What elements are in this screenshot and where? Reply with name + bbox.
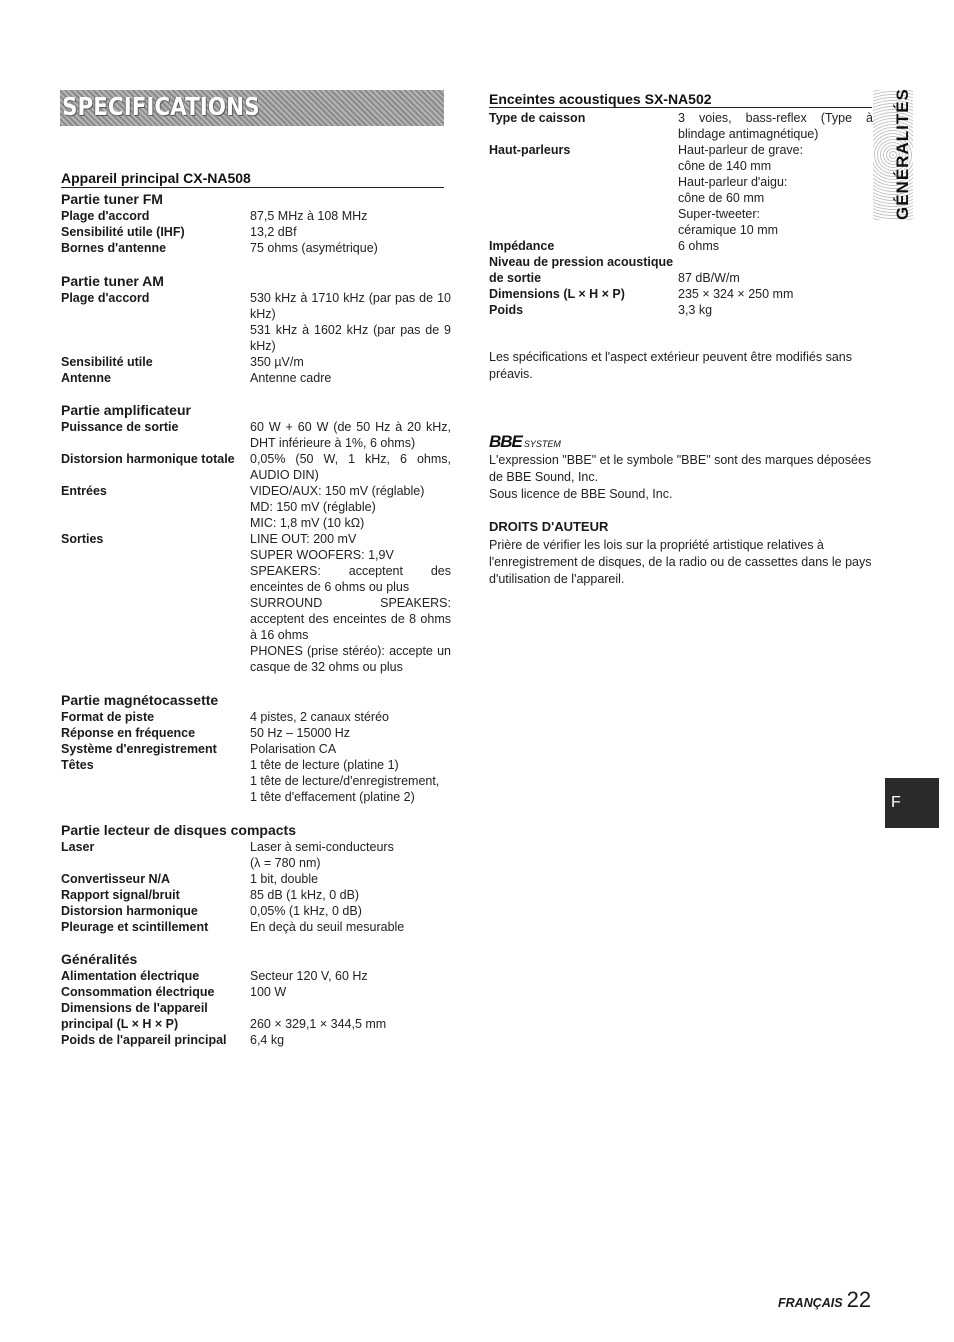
spec-label: Dimensions de l'appareil principal (L × H × P) [61, 1001, 208, 1031]
specifications-banner [60, 90, 444, 126]
spec-label: Alimentation électrique [61, 969, 200, 983]
spec-label: Distorsion harmonique [61, 904, 198, 918]
spec-row [61, 370, 451, 386]
bbe-trademark-text: L'expression "BBE" et le symbole "BBE" sont des marques déposées de BBE Sound, Inc. [489, 453, 872, 484]
spec-row [489, 286, 873, 302]
spec-label: Sensibilité utile [61, 355, 153, 369]
cd-spec-list [61, 839, 451, 935]
spec-row [61, 451, 451, 483]
spec-row [61, 1000, 451, 1032]
spec-value: 0,05% (1 kHz, 0 dB) [250, 904, 362, 918]
am-section-title: Partie tuner AM [61, 273, 164, 289]
copyright-text: Prière de vérifier les lois sur la propriété artistique relatives à l'enregistrement de disques, de la radio ou de cassettes dans le pays d'utilisation de l'appareil. [489, 538, 872, 586]
spec-label: Convertisseur N/A [61, 872, 171, 886]
spec-value: 0,05% (50 W, 1 kHz, 6 ohms, AUDIO DIN) [250, 452, 451, 482]
spec-row [61, 839, 451, 871]
spec-value: 50 Hz – 15000 Hz [250, 726, 351, 740]
spec-row [61, 919, 451, 935]
tape-section-title: Partie magnétocassette [61, 692, 219, 708]
spec-value: 1 bit, double [250, 872, 319, 886]
spec-label: Sorties [61, 532, 104, 546]
spec-row [61, 871, 451, 887]
main-unit-title: Appareil principal CX-NA508 [61, 170, 251, 186]
spec-row [61, 483, 451, 531]
speakers-title: Enceintes acoustiques SX-NA502 [489, 91, 712, 107]
general-section-title: Généralités [61, 951, 138, 967]
bbe-logo-suffix: SYSTEM [523, 439, 561, 449]
spec-row [489, 110, 873, 142]
spec-value: VIDEO/AUX: 150 mV (réglable) MD: 150 mV (réglable) MIC: 1,8 mV (10 kΩ) [250, 484, 425, 530]
spec-label: Consommation électrique [61, 985, 215, 999]
spec-value: 75 ohms (asymétrique) [250, 241, 378, 255]
spec-value: 6 ohms [678, 239, 719, 253]
spec-row [489, 254, 873, 286]
spec-label: Réponse en fréquence [61, 726, 196, 740]
spec-label: Entrées [61, 484, 107, 498]
main-unit-rule [61, 187, 444, 188]
banner-title: SPECIFICATIONS [62, 92, 260, 121]
spec-value: LINE OUT: 200 mV SUPER WOOFERS: 1,9V SPEAKERS: acceptent des enceintes de 6 ohms ou plus SURROUND SPEAKERS: acceptent des enceintes de 8 ohms à 16 ohms PHONES (prise stéréo): accepte un casque de 32 ohms ou plus [250, 532, 451, 674]
spec-value: Laser à semi-conducteurs (λ = 780 nm) [250, 840, 394, 870]
spec-row [61, 240, 451, 256]
spec-value: Polarisation CA [250, 742, 337, 756]
spec-row [61, 709, 451, 725]
amp-spec-list [61, 419, 451, 675]
spec-label: Poids de l'appareil principal [61, 1033, 227, 1047]
am-spec-list [61, 290, 451, 386]
speakers-rule [489, 107, 872, 108]
spec-row [489, 142, 873, 238]
spec-value: 350 µV/m [250, 355, 304, 369]
amp-section-title: Partie amplificateur [61, 402, 191, 418]
spec-label: Haut-parleurs [489, 143, 571, 157]
spec-row [61, 224, 451, 240]
spec-label: Dimensions (L × H × P) [489, 287, 625, 301]
spec-row [61, 290, 451, 354]
spec-row [61, 1032, 451, 1048]
spec-row [61, 984, 451, 1000]
spec-value: 87 dB/W/m [678, 271, 740, 285]
bbe-logo [489, 432, 561, 452]
fm-spec-list [61, 208, 451, 256]
spec-row [489, 238, 873, 254]
spec-value: Haut-parleur de grave: cône de 140 mm Haut-parleur d'aigu: cône de 60 mm Super-tweeter: céramique 10 mm [678, 143, 804, 237]
spec-row [61, 968, 451, 984]
page-number: 22 [846, 1287, 872, 1312]
spec-label: Sensibilité utile (IHF) [61, 225, 185, 239]
spec-label: Poids [489, 303, 524, 317]
spec-value: 530 kHz à 1710 kHz (par pas de 10 kHz) 531 kHz à 1602 kHz (par pas de 9 kHz) [250, 291, 451, 353]
spec-value: 6,4 kg [250, 1033, 285, 1047]
spec-label: Système d'enregistrement [61, 742, 217, 756]
spec-label: Impédance [489, 239, 555, 253]
spec-row [61, 887, 451, 903]
spec-label: Type de caisson [489, 111, 586, 125]
spec-value: 100 W [250, 985, 287, 999]
spec-label: Distorsion harmonique totale [61, 452, 235, 466]
spec-label: Têtes [61, 758, 94, 772]
specs-change-note: Les spécifications et l'aspect extérieur peuvent être modifiés sans préavis. [489, 350, 852, 381]
spec-label: Niveau de pression acoustique de sortie [489, 255, 674, 285]
spec-label: Plage d'accord [61, 291, 150, 305]
copyright-title: DROITS D'AUTEUR [489, 519, 609, 534]
spec-row [61, 419, 451, 451]
spec-row [61, 741, 451, 757]
spec-value: 87,5 MHz à 108 MHz [250, 209, 368, 223]
spec-row [61, 903, 451, 919]
page-footer [778, 1287, 871, 1313]
spec-value: 1 tête de lecture (platine 1) 1 tête de lecture/d'enregistrement, 1 tête d'effacement (platine 2) [250, 758, 440, 804]
spec-value: Secteur 120 V, 60 Hz [250, 969, 368, 983]
bbe-license-text: Sous licence de BBE Sound, Inc. [489, 487, 673, 501]
spec-row [489, 302, 873, 318]
spec-row [61, 757, 451, 805]
spec-value: 235 × 324 × 250 mm [678, 287, 794, 301]
spec-value: 3 voies, bass-reflex (Type à blindage antimagnétique) [678, 111, 873, 141]
spec-value: 260 × 329,1 × 344,5 mm [250, 1017, 387, 1031]
cd-section-title: Partie lecteur de disques compacts [61, 822, 296, 838]
spec-row [61, 531, 451, 675]
spec-label: Format de piste [61, 710, 155, 724]
spec-label: Pleurage et scintillement [61, 920, 209, 934]
spec-label: Bornes d'antenne [61, 241, 167, 255]
spec-value: 13,2 dBf [250, 225, 297, 239]
spec-label: Puissance de sortie [61, 420, 179, 434]
general-spec-list [61, 968, 451, 1048]
tape-spec-list [61, 709, 451, 805]
language-tab-letter: F [891, 794, 901, 811]
spec-row [61, 725, 451, 741]
speakers-spec-list [489, 110, 873, 318]
spec-label: Antenne [61, 371, 111, 385]
fm-section-title: Partie tuner FM [61, 191, 163, 207]
spec-label: Laser [61, 840, 95, 854]
spec-value: 4 pistes, 2 canaux stéréo [250, 710, 389, 724]
spec-value: 85 dB (1 kHz, 0 dB) [250, 888, 360, 902]
spec-label: Plage d'accord [61, 209, 150, 223]
footer-language: FRANÇAIS [778, 1296, 843, 1310]
spec-value: 3,3 kg [678, 303, 713, 317]
section-tab-label: GÉNÉRALITÉS [893, 88, 912, 220]
bbe-logo-mark: BBE [489, 432, 522, 451]
spec-row [61, 354, 451, 370]
spec-row [61, 208, 451, 224]
spec-label: Rapport signal/bruit [61, 888, 180, 902]
spec-value: 60 W + 60 W (de 50 Hz à 20 kHz, DHT inférieure à 1%, 6 ohms) [250, 420, 451, 450]
spec-value: En deçà du seuil mesurable [250, 920, 405, 934]
spec-value: Antenne cadre [250, 371, 332, 385]
